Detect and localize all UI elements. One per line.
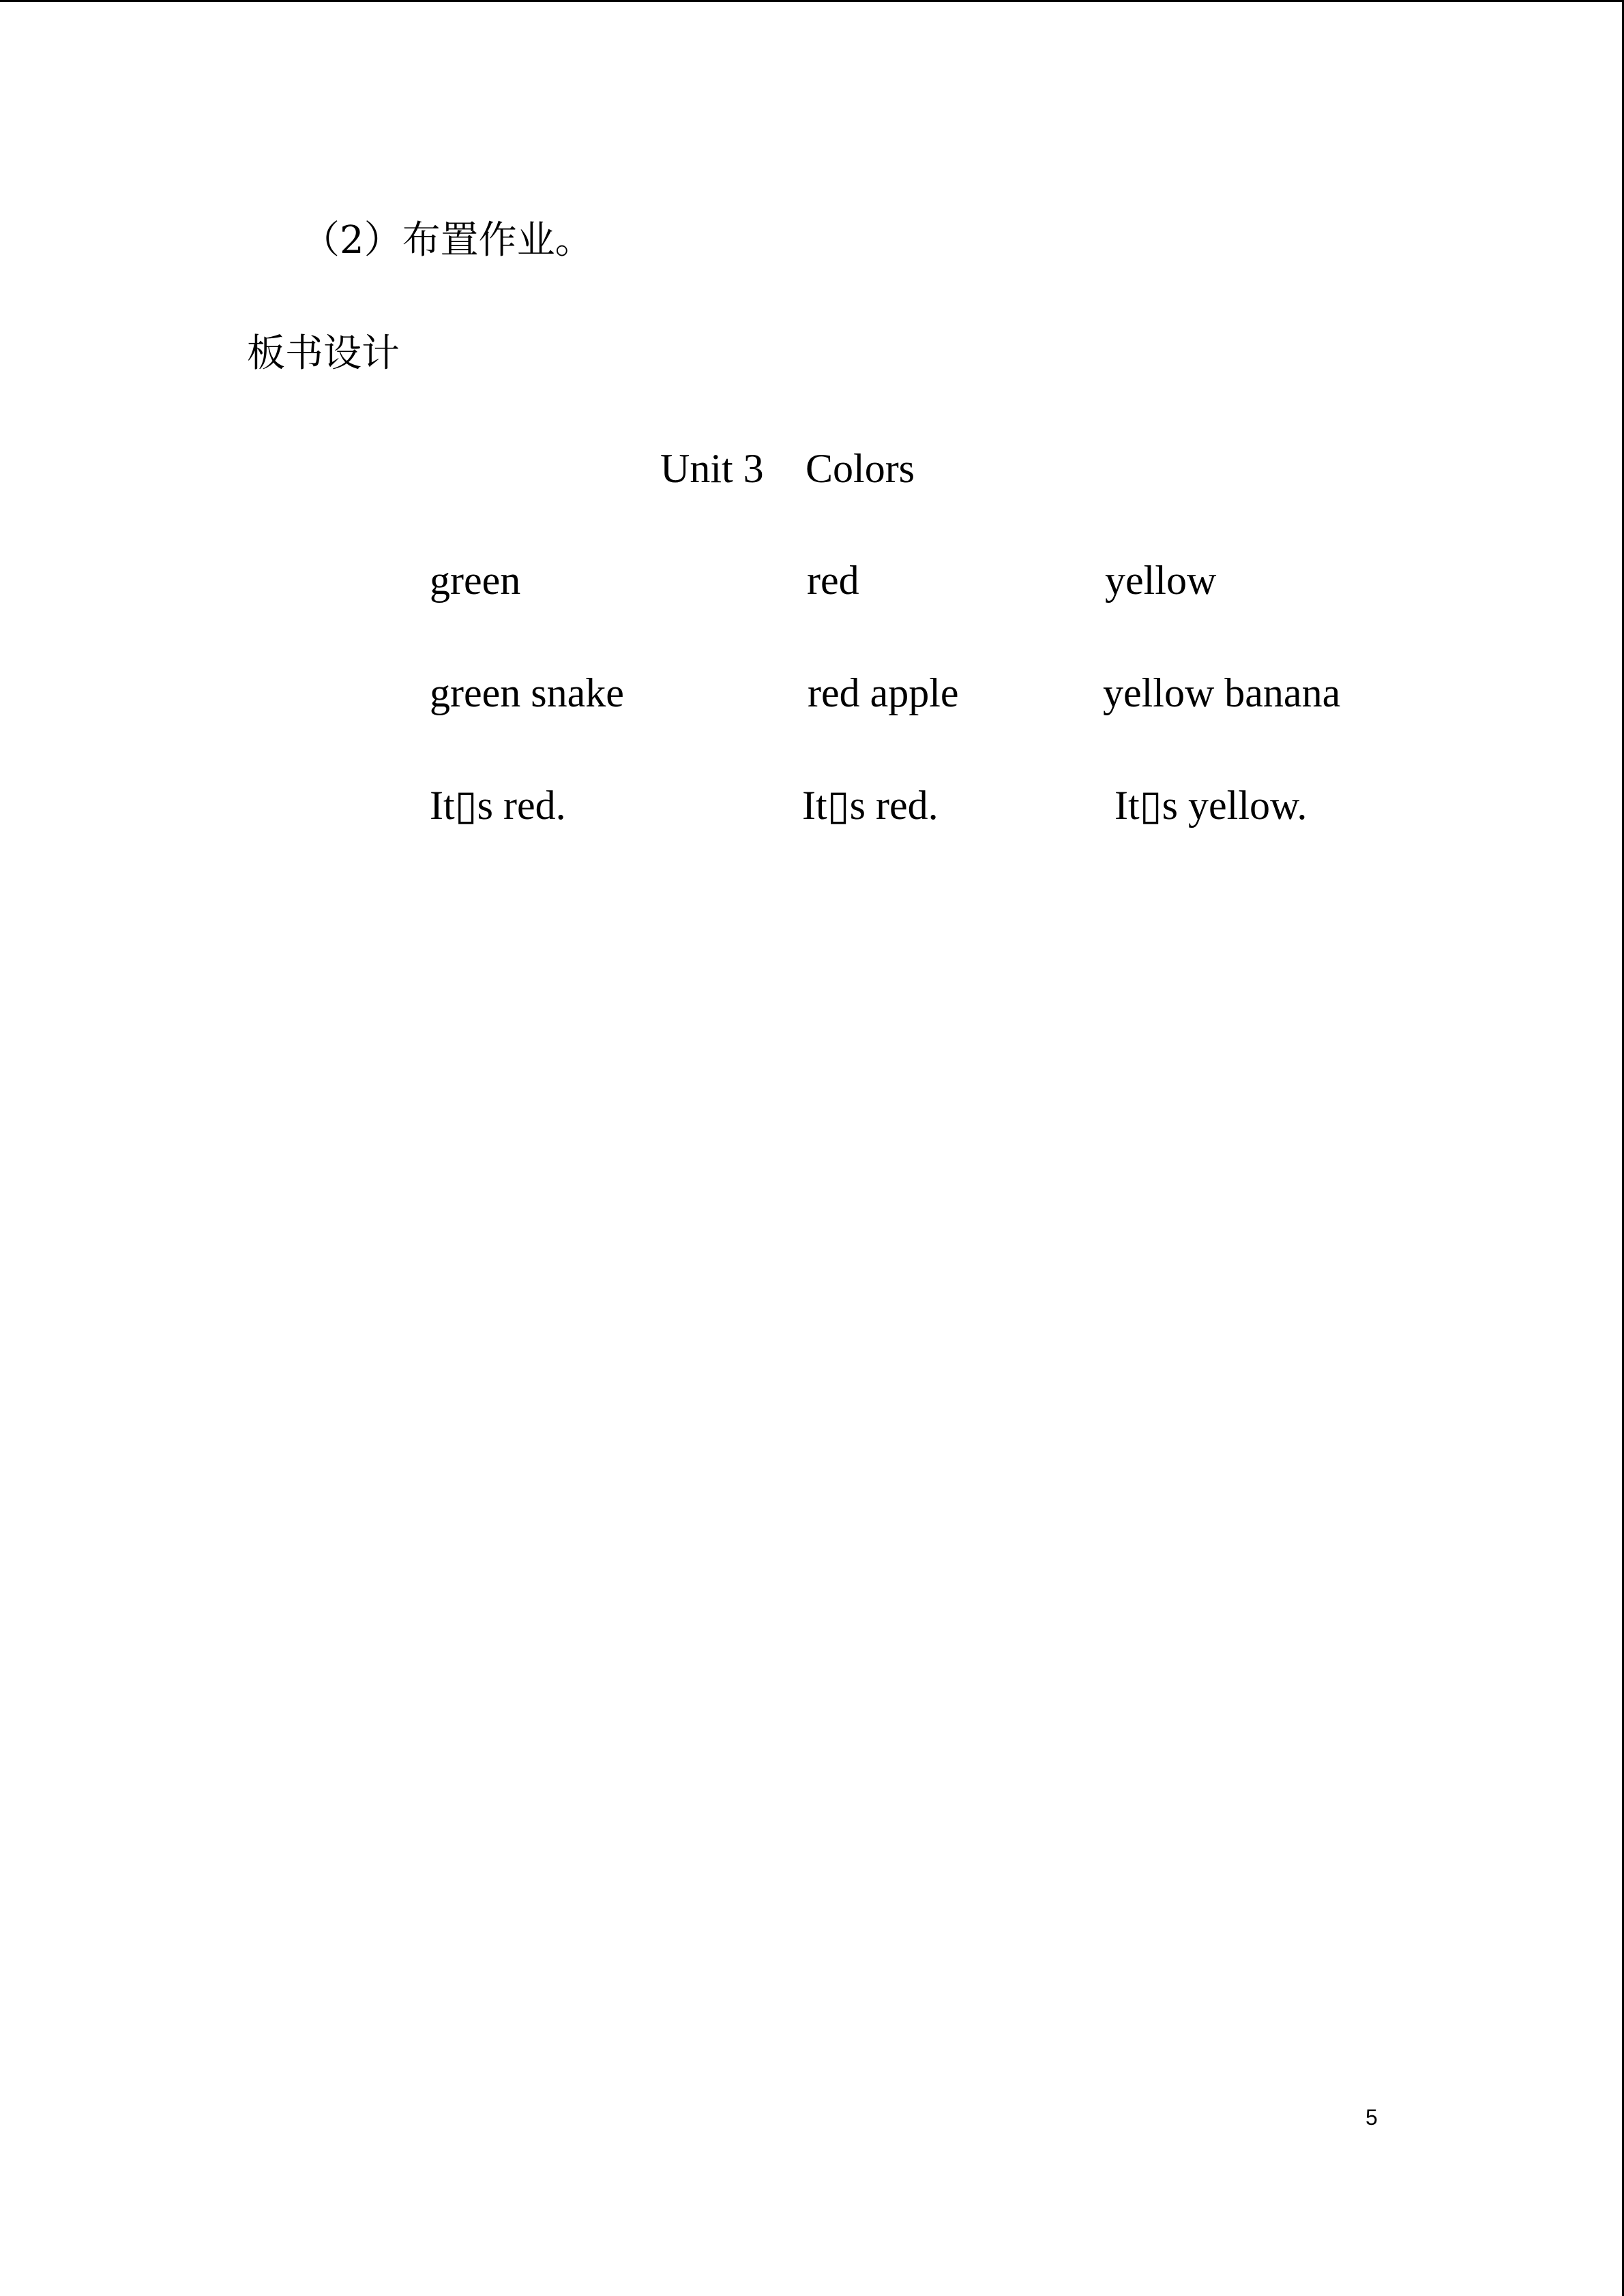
board-phrase-red-apple: red apple [808,670,959,715]
board-phrase-yellow-banana: yellow banana [1103,670,1341,715]
board-sentence-1: It▯s red. [430,783,566,828]
section-heading: 板书设计 [247,331,400,376]
board-phrase-green-snake: green snake [430,670,624,715]
board-sentence-2: It▯s red. [802,783,939,828]
page-number: 5 [1365,2105,1378,2130]
step-item: （2）布置作业。 [301,218,593,263]
board-sentence-3: It▯s yellow. [1114,783,1308,828]
board-word-yellow: yellow [1105,558,1217,603]
board-title-unit: Unit 3 [660,446,764,491]
board-word-red: red [807,558,859,603]
board-word-green: green [430,558,521,603]
board-title-topic: Colors [806,446,915,491]
